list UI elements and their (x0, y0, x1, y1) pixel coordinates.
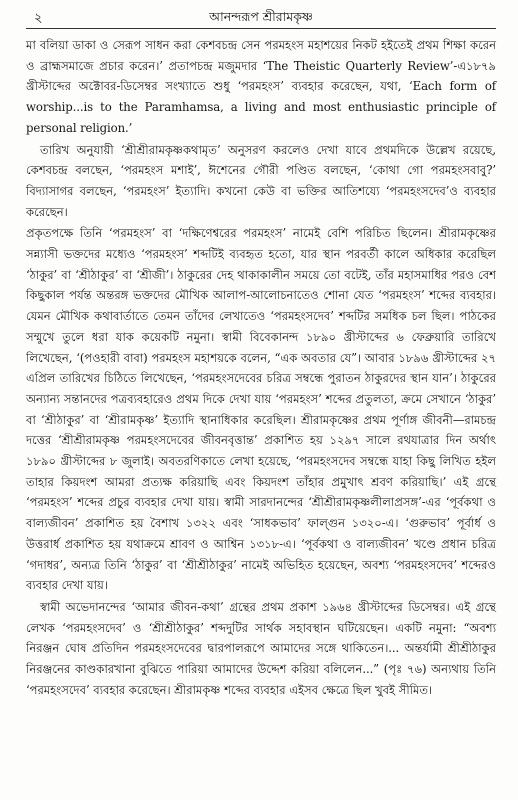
paragraph-3: প্রকৃতপক্ষে তিনি ‘পরমহংস’ বা ‘দক্ষিণেশ্বরের পরমহংস’ নামেই বেশি পরিচিত ছিলেন। শ্রীরামকৃষ্ণের সন্ন্যাসী ভক্তদের মধ্যেও ‘পরমহংস’ শব্দটিই ব্যবহৃত হতো, যার স্থান পরবর্তী কালে অধিকার করেছিল ‘ঠাকুর’ বা ‘শ্রীঠাকুর’ বা ‘শ্রীজী’। ঠাকুরের দেহ থাকাকালীন সময়ে তো বটেই, তাঁর মহাসমাধির পরও বেশ কিছুকাল পর্যন্ত অন্তরঙ্গ ভক্তদের মৌখিক আলাপ-আলোচনাতেও শোনা যেত ‘পরমহংস’ শব্দের ব্যবহার। যেমন মৌখিক কথাবার্তাতে তেমন তাঁদের লেখাতেও ‘পরমহংসদেব’ শব্দটির সমধিক চল ছিল। পাঠকের সম্মুখে তুলে ধরা যাক কয়েকটি নমুনা। স্বামী বিবেকানন্দ ১৮৯০ খ্রীস্টাব্দের ৬ ফেব্রুয়ারি তারিখে লিখেছেন, ‘(পওহারী বাবা) পরমহংস মহাশয়কে বলেন, “এক অবতার যে”। আবার ১৮৯৬ খ্রীস্টাব্দের ২৭ এপ্রিল তারিখের চিঠিতে লিখেছেন, ‘পরমহংসদেবের চরিত্র সম্বন্ধে পুরাতন ঠাকুরদের স্থান যান’। ঠাকুরের অন্যান্য সন্তানদের পত্রব্যবহারেও প্রথম দিকে দেখা যায় ‘পরমহংস’ শব্দের প্রতুলতা, ক্রমে সেখানে ‘ঠাকুর’ বা ‘শ্রীঠাকুর’ বা ‘শ্রীরামকৃষ্ণ’ ইত্যাদি স্থানাধিকার করেছিল। শ্রীরামকৃষ্ণের প্রথম পূর্ণাঙ্গ জীবনী—রামচন্দ্র দত্তের ‘শ্রীশ্রীরামকৃষ্ণ পরমহংসদেবের জীবনবৃত্তান্ত’ প্রকাশিত হয় ১২৯৭ সালে রথযাত্রার দিন অর্থাৎ ১৮৯০ খ্রীস্টাব্দের ৮ জুলাই। অবতরণিকাতে লেখা হয়েছে, ‘পরমহংসদেব সম্বন্ধে যাহা কিছু লিখিত হইল তাহার কিয়দংশ আমরা প্রত্যক্ষ করিয়াছি এবং কিয়দংশ তাঁহার প্রমুখাৎ শ্রবণ করিয়াছি।’ এই গ্রন্থে ‘পরমহংস’ শব্দের প্রচুর ব্যবহার দেখা যায়। স্বামী সারদানন্দের ‘শ্রীশ্রীরামকৃষ্ণলীলাপ্রসঙ্গ’-এর ‘পূর্বকথা ও বাল্যজীবন’ প্রকাশিত হয় বৈশাখ ১৩২২ এবং ‘সাধকভাব’ ফাল্গুন ১৩২০-এ। ‘গুরুভাব’ পূর্বার্ধ ও উত্তরার্ধ প্রকাশিত হয় যথাক্রমে শ্রাবণ ও আশ্বিন ১৩১৮-এ। ‘পূর্বকথা ও বাল্যজীবন’ খণ্ডে প্রধান চরিত্র ‘গদাধর’, অন্যত্র তিনি ‘ঠাকুর’ বা ‘শ্রীশ্রীঠাকুর’ নামেই অভিহিত হয়েছেন, অবশ্য ‘পরমহংসদেব’ শব্দেরও ব্যবহার দেখা যায়। (26, 226, 496, 593)
paragraph-2: তারিখ অনুযায়ী ‘শ্রীশ্রীরামকৃষ্ণকথামৃত’ অনুসরণ করলেও দেখা যাবে প্রথমদিকে উল্লেখ রয়েছে, কেশবচন্দ্র বলছেন, ‘পরমহংস মশাই’, ঈশেনের গৌরী পণ্ডিত বলছেন, ‘কোথা গো পরমহংসবাবু?’ বিদ্যাসাগর বলছেন, ‘পরমহংস’ ইত্যাদি। কখনো কেউ বা ভক্তির আতিশয্যে ‘পরমহংসদেব’ও ব্যবহার করেছেন। (26, 142, 496, 219)
body-text (26, 35, 496, 701)
page-number: ২ (34, 11, 43, 26)
running-title: আনন্দরূপ শ্রীরামকৃষ্ণ (209, 9, 313, 24)
paragraph-4: স্বামী অভেদানন্দের ‘আমার জীবন-কথা’ গ্রন্থের প্রথম প্রকাশ ১৯৬৪ খ্রীস্টাব্দের ডিসেম্বর। এই গ্রন্থে লেখক ‘পরমহংসদেব’ ও ‘শ্রীশ্রীঠাকুর’ শব্দদুটির সার্থক সহাবস্থান ঘটিয়েছেন। একটি নমুনা: “অবশ্য নিরঞ্জন ঘোষ প্রতিদিন পরমহংসদেবের দ্বারপালরূপে আমাদের সঙ্গে থাকিতেন।... অন্তর্যামী শ্রীশ্রীঠাকুর নিরঞ্জনের কাণ্ডকারখানা বুঝিতে পারিয়া আমাদের উদ্দেশ করিয়া বলিলেন...” (পৃঃ ৭৬) অন্যথায় তিনি ‘পরমহংসদেব’ ব্যবহার করেছেন। শ্রীরামকৃষ্ণ শব্দের ব্যবহার এইসব ক্ষেত্রে ছিল খুবই সীমিত। (26, 599, 496, 697)
paragraph-1: মা বলিয়া ডাকা ও সেরূপ সাধন করা কেশবচন্দ্র সেন পরমহংস মহাশয়ের নিকট হইতেই প্রথম শিক্ষা করেন ও ব্রাহ্মসমাজে প্রচার করেন।’ প্রতাপচন্দ্র মজুমদার ‘The Theistic Quarterly Review’-এ১৮৭৯ খ্রীস্টাব্দের অক্টোবর-ডিসেম্বর সংখ্যাতে শুধু ‘পরমহংস’ ব্যবহার করেছেন, যথা, ‘Each form of worship...is to the Paramhamsa, a living and most enthusiastic principle of personal religion.’ (26, 38, 496, 135)
page-header (26, 6, 496, 29)
